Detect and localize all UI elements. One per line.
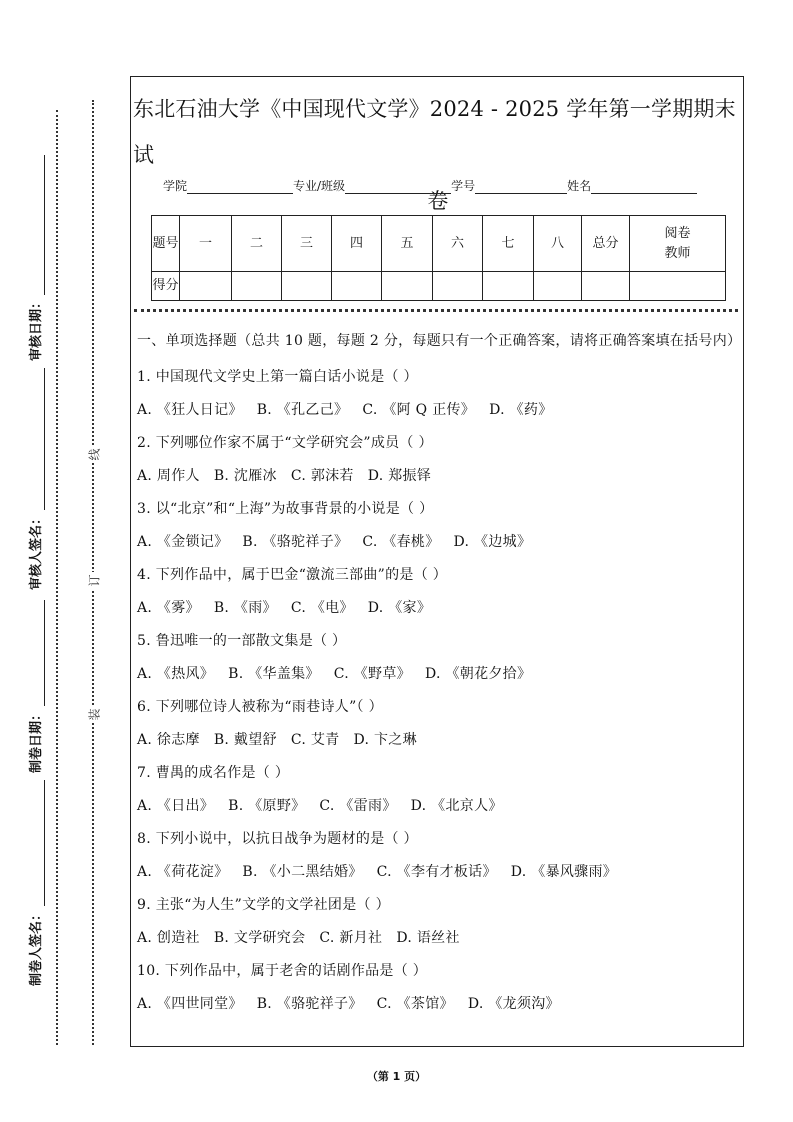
section-multiple-choice — [137, 330, 742, 1021]
question-options — [137, 790, 737, 823]
page-number: （第 1 页） — [366, 1070, 427, 1083]
answer-option: B. 戴望舒 — [213, 732, 277, 748]
column-header: 八 — [534, 216, 582, 272]
answer-option: C. 《春桃》 — [362, 534, 440, 550]
answer-option: A. 创造社 — [137, 930, 200, 946]
column-header: 七 — [483, 216, 534, 272]
binding-char-ding: 订 — [86, 572, 102, 589]
answer-option: B. 沈雁冰 — [213, 468, 277, 484]
question-options — [137, 922, 737, 955]
score-table — [151, 215, 726, 301]
question-stem: 9. 主张“为人生”文学的文学社团是（ ） — [137, 897, 390, 913]
score-row-header: 得分 — [152, 272, 180, 301]
student-id-label: 学号 — [451, 179, 476, 193]
question-stem: 3. 以“北京”和“上海”为故事背景的小说是（ ） — [137, 501, 434, 517]
question-stem: 1. 中国现代文学史上第一篇白话小说是（ ） — [137, 369, 418, 385]
exam-title-line1: 东北石油大学《中国现代文学》2024 - 2025 学年第一学期期末试 — [133, 97, 736, 167]
question-stem: 5. 鲁迅唯一的一部散文集是（ ） — [137, 633, 347, 649]
question-options — [137, 460, 737, 493]
score-cell[interactable] — [232, 272, 282, 301]
answer-option: A. 周作人 — [137, 468, 200, 484]
reviewer-signature-label: 审核人签名： — [29, 512, 44, 591]
question-options — [137, 724, 737, 757]
answer-option: D. 《暴风骤雨》 — [510, 864, 618, 880]
score-cell[interactable] — [282, 272, 332, 301]
answer-option: C. 《李有才板话》 — [376, 864, 497, 880]
answer-option: C. 《电》 — [290, 600, 354, 616]
score-cell[interactable] — [534, 272, 582, 301]
answer-option: B. 《骆驼祥子》 — [256, 996, 363, 1012]
answer-option: C. 郭沫若 — [290, 468, 354, 484]
score-cell[interactable] — [180, 272, 232, 301]
answer-option: A. 《雾》 — [137, 600, 200, 616]
question-options — [137, 988, 737, 1021]
name-field[interactable] — [591, 179, 697, 194]
grader-cell[interactable] — [630, 272, 726, 301]
major-class-label: 专业/班级 — [293, 179, 346, 193]
name-label: 姓名 — [567, 179, 592, 193]
answer-option: D. 卞之琳 — [353, 732, 417, 748]
answer-option: B. 《华盖集》 — [228, 666, 320, 682]
answer-option: A. 《荷花淀》 — [137, 864, 229, 880]
section-heading: 一、单项选择题（总共 10 题，每题 2 分，每题只有一个正确答案，请将正确答案填在括号内） — [137, 333, 742, 349]
column-header: 五 — [382, 216, 433, 272]
question-options — [137, 658, 737, 691]
exam-title-line2: 卷 — [427, 189, 449, 213]
answer-option: D. 《北京人》 — [410, 798, 503, 814]
prep-date-label: 制卷日期： — [29, 708, 44, 774]
score-cell[interactable] — [382, 272, 433, 301]
answer-option: B. 《原野》 — [228, 798, 306, 814]
question-stem: 8. 下列小说中，以抗日战争为题材的是（ ） — [137, 831, 418, 847]
preparer-signature-label: 制卷人签名： — [29, 908, 44, 987]
student-info-row — [163, 172, 723, 194]
column-header: 三 — [282, 216, 332, 272]
answer-option: C. 《雷雨》 — [319, 798, 397, 814]
total-score-cell[interactable] — [582, 272, 630, 301]
preparer-signature-line — [44, 780, 45, 906]
dotted-separator — [134, 309, 738, 312]
answer-option: C. 艾青 — [290, 732, 340, 748]
binding-char-xian: 线 — [86, 446, 102, 463]
column-header: 六 — [433, 216, 483, 272]
answer-option: B. 《雨》 — [213, 600, 277, 616]
review-date-label: 审核日期： — [29, 296, 44, 362]
answer-option: D. 《家》 — [367, 600, 432, 616]
question-list — [137, 361, 737, 1021]
prep-date-line — [44, 600, 45, 706]
total-score-header: 总分 — [582, 216, 630, 272]
score-table-header-row — [152, 216, 726, 272]
student-id-field[interactable] — [475, 179, 567, 194]
question-stem: 6. 下列哪位诗人被称为“雨巷诗人”（ ） — [137, 699, 383, 715]
answer-option: B. 《骆驼祥子》 — [242, 534, 349, 550]
binding-char-zhuang: 装 — [86, 706, 102, 723]
column-header: 一 — [180, 216, 232, 272]
answer-option: C. 《野草》 — [333, 666, 411, 682]
answer-option: A. 《热风》 — [137, 666, 215, 682]
answer-option: D. 《药》 — [489, 402, 553, 418]
question-options — [137, 394, 737, 427]
answer-option: A. 《四世同堂》 — [137, 996, 243, 1012]
question-stem: 7. 曹禺的成名作是（ ） — [137, 765, 290, 781]
answer-option: D. 《朝花夕拾》 — [424, 666, 532, 682]
score-cell[interactable] — [433, 272, 483, 301]
question-stem: 4. 下列作品中，属于巴金“激流三部曲”的是（ ） — [137, 567, 448, 583]
answer-option: B. 《孔乙己》 — [256, 402, 349, 418]
exam-title — [133, 86, 743, 224]
score-table-score-row — [152, 272, 726, 301]
answer-option: C. 新月社 — [319, 930, 383, 946]
answer-option: A. 《狂人日记》 — [137, 402, 243, 418]
margin-dotted-line-left — [56, 110, 58, 1045]
college-field[interactable] — [187, 179, 293, 194]
question-options — [137, 592, 737, 625]
answer-option: D. 郑振铎 — [367, 468, 432, 484]
answer-option: B. 文学研究会 — [213, 930, 306, 946]
answer-option: C. 《阿 Q 正传》 — [362, 402, 476, 418]
answer-option: A. 《日出》 — [137, 798, 215, 814]
question-stem: 2. 下列哪位作家不属于“文学研究会”成员（ ） — [137, 435, 433, 451]
college-label: 学院 — [163, 179, 188, 193]
reviewer-signature-line — [44, 368, 45, 510]
answer-option: D. 《龙须沟》 — [467, 996, 560, 1012]
grader-header: 阅卷教师 — [630, 216, 726, 272]
answer-option: A. 《金锁记》 — [137, 534, 229, 550]
column-header: 二 — [232, 216, 282, 272]
question-options — [137, 856, 737, 889]
question-stem: 10. 下列作品中，属于老舍的话剧作品是（ ） — [137, 963, 428, 979]
score-cell[interactable] — [332, 272, 382, 301]
answer-option: D. 《边城》 — [453, 534, 532, 550]
question-number-header: 题号 — [152, 216, 180, 272]
answer-option: A. 徐志摩 — [137, 732, 200, 748]
score-cell[interactable] — [483, 272, 534, 301]
review-date-line — [44, 155, 45, 295]
answer-option: D. 语丝社 — [396, 930, 460, 946]
answer-option: C. 《茶馆》 — [376, 996, 454, 1012]
major-class-field[interactable] — [345, 179, 451, 194]
answer-option: B. 《小二黑结婚》 — [242, 864, 363, 880]
question-options — [137, 526, 737, 559]
column-header: 四 — [332, 216, 382, 272]
